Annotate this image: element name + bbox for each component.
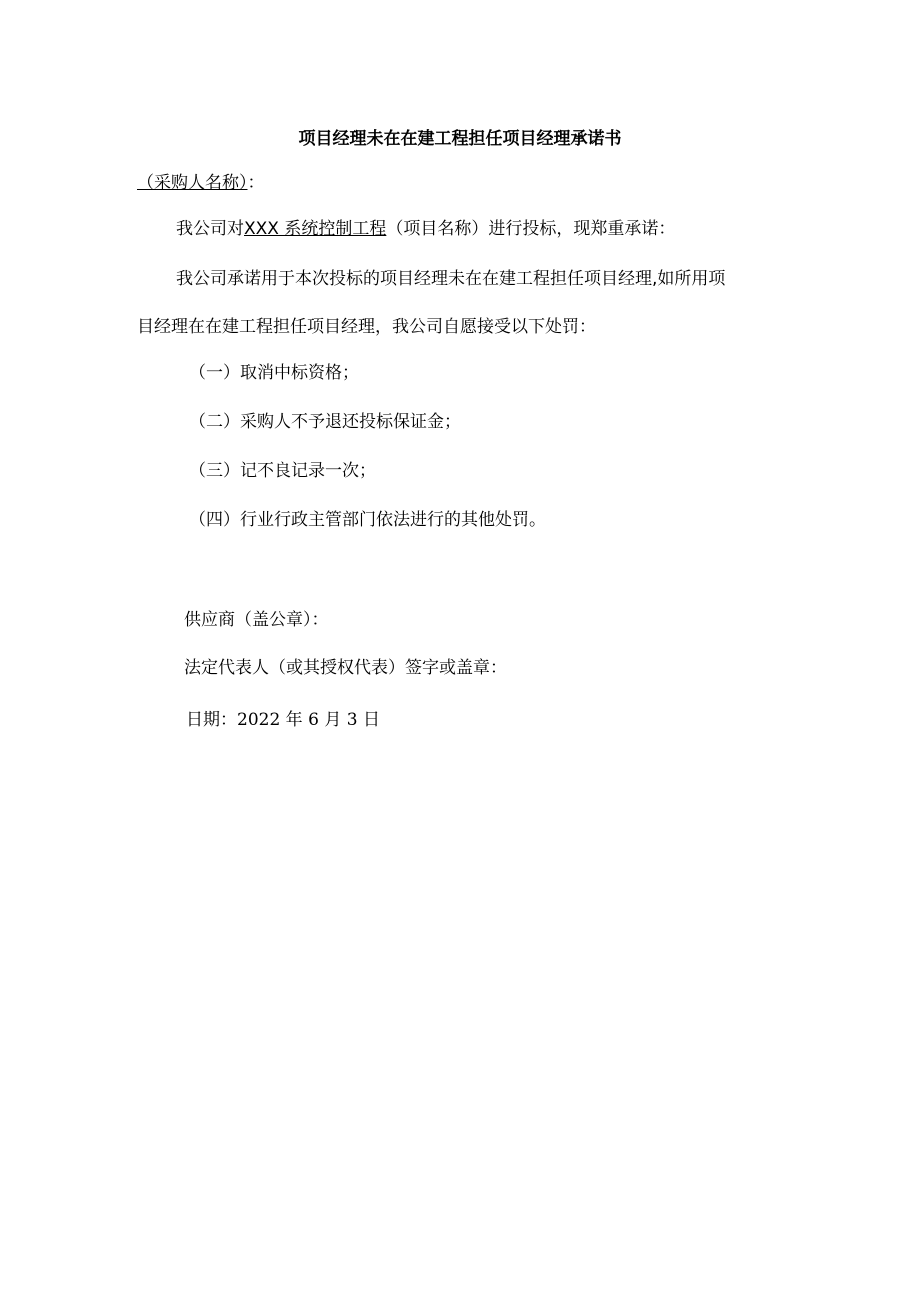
document-title: 项目经理未在在建工程担任项目经理承诺书 — [298, 129, 622, 149]
commitment-intro — [176, 217, 675, 241]
commitment-body-line-2: 目经理在在建工程担任项目经理，我公司自愿接受以下处罚： — [137, 317, 596, 337]
month-char: 月 — [324, 710, 342, 730]
intro-suffix: （项目名称）进行投标，现郑重承诺： — [386, 219, 676, 239]
date-year: 2022 — [237, 710, 281, 730]
legal-rep-signature-line: 法定代表人（或其授权代表）签字或盖章： — [184, 658, 507, 678]
commitment-body-line-1: 我公司承诺用于本次投标的项目经理未在在建工程担任项目经理,如所用项 — [176, 269, 726, 289]
addressee-suffix: ： — [247, 173, 265, 193]
addressee-line — [137, 171, 265, 195]
penalty-item: （二）采购人不予退还投标保证金； — [189, 412, 461, 432]
date-label: 日期： — [186, 710, 237, 730]
addressee-name: （采购人名称） — [137, 173, 248, 193]
penalty-item: （四）行业行政主管部门依法进行的其他处罚。 — [189, 510, 546, 530]
year-char: 年 — [285, 710, 303, 730]
date-line — [186, 708, 380, 732]
day-char: 日 — [362, 710, 380, 730]
project-name: XXX 系统控制工程 — [244, 219, 387, 239]
penalty-item: （一）取消中标资格； — [189, 363, 359, 383]
date-day: 3 — [346, 710, 358, 730]
intro-prefix: 我公司对 — [176, 219, 244, 239]
penalty-item: （三）记不良记录一次； — [189, 461, 376, 481]
date-month: 6 — [308, 710, 319, 730]
supplier-seal-line: 供应商（盖公章）： — [184, 610, 329, 630]
